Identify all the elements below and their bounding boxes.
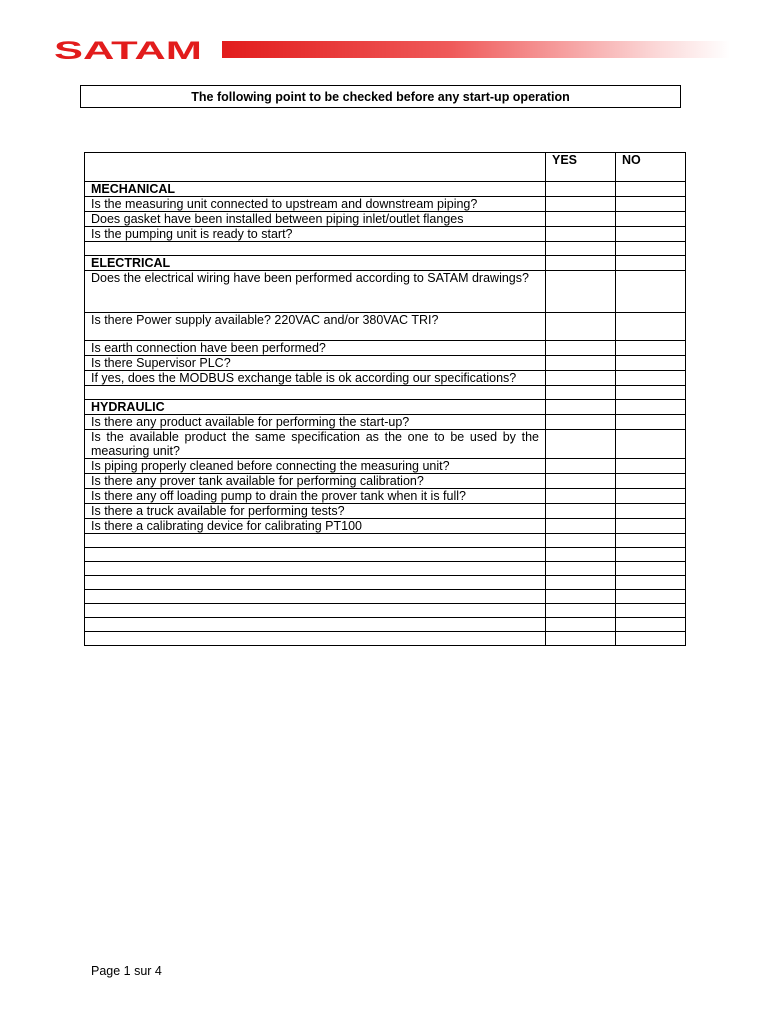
svg-text:SATAM: SATAM bbox=[54, 40, 202, 60]
question-text: Is piping properly cleaned before connecting the measuring unit? bbox=[85, 459, 546, 474]
no-cell[interactable] bbox=[616, 489, 686, 504]
table-row bbox=[85, 212, 686, 227]
no-cell[interactable] bbox=[616, 271, 686, 313]
question-text: If yes, does the MODBUS exchange table is ok according our specifications? bbox=[85, 371, 546, 386]
question-text: Is there any prover tank available for performing calibration? bbox=[85, 474, 546, 489]
question-text: Is there any product available for performing the start-up? bbox=[85, 415, 546, 430]
yes-cell[interactable] bbox=[546, 534, 616, 548]
no-cell[interactable] bbox=[616, 212, 686, 227]
question-text: Is earth connection have been performed? bbox=[85, 341, 546, 356]
yes-cell[interactable] bbox=[546, 632, 616, 646]
no-cell[interactable] bbox=[616, 590, 686, 604]
table-row bbox=[85, 197, 686, 212]
yes-cell[interactable] bbox=[546, 590, 616, 604]
yes-cell[interactable] bbox=[546, 313, 616, 341]
no-cell[interactable] bbox=[616, 459, 686, 474]
section-heading-hydraulic: HYDRAULIC bbox=[85, 400, 546, 415]
no-cell[interactable] bbox=[616, 604, 686, 618]
yes-cell[interactable] bbox=[546, 618, 616, 632]
blank-row bbox=[85, 590, 686, 604]
brand-gradient-bar bbox=[222, 41, 730, 58]
yes-cell[interactable] bbox=[546, 212, 616, 227]
no-cell[interactable] bbox=[616, 386, 686, 400]
no-cell[interactable] bbox=[616, 504, 686, 519]
no-cell[interactable] bbox=[616, 341, 686, 356]
yes-cell[interactable] bbox=[546, 576, 616, 590]
table-row bbox=[85, 430, 686, 459]
no-cell[interactable] bbox=[616, 256, 686, 271]
question-text: Is the measuring unit connected to upstream and downstream piping? bbox=[85, 197, 546, 212]
blank-row bbox=[85, 618, 686, 632]
blank-row bbox=[85, 632, 686, 646]
checklist-table bbox=[84, 152, 686, 646]
no-cell[interactable] bbox=[616, 632, 686, 646]
no-cell[interactable] bbox=[616, 400, 686, 415]
no-cell[interactable] bbox=[616, 576, 686, 590]
table-row bbox=[85, 371, 686, 386]
blank-row bbox=[85, 562, 686, 576]
yes-cell[interactable] bbox=[546, 430, 616, 459]
no-cell[interactable] bbox=[616, 242, 686, 256]
yes-cell[interactable] bbox=[546, 386, 616, 400]
no-cell[interactable] bbox=[616, 356, 686, 371]
no-cell[interactable] bbox=[616, 182, 686, 197]
yes-cell[interactable] bbox=[546, 341, 616, 356]
blank-row bbox=[85, 242, 686, 256]
yes-cell[interactable] bbox=[546, 227, 616, 242]
table-row bbox=[85, 459, 686, 474]
table-row bbox=[85, 356, 686, 371]
no-cell[interactable] bbox=[616, 562, 686, 576]
yes-cell[interactable] bbox=[546, 356, 616, 371]
question-text: Is there Supervisor PLC? bbox=[85, 356, 546, 371]
question-text: Is there a truck available for performing tests? bbox=[85, 504, 546, 519]
blank-row bbox=[85, 386, 686, 400]
yes-cell[interactable] bbox=[546, 604, 616, 618]
blank-row bbox=[85, 604, 686, 618]
no-cell[interactable] bbox=[616, 313, 686, 341]
satam-logo bbox=[54, 40, 204, 60]
yes-cell[interactable] bbox=[546, 459, 616, 474]
page-number: Page 1 sur 4 bbox=[91, 964, 162, 978]
table-row bbox=[85, 271, 686, 313]
yes-cell[interactable] bbox=[546, 371, 616, 386]
question-text: Is there Power supply available? 220VAC and/or 380VAC TRI? bbox=[85, 313, 546, 341]
question-text: Does the electrical wiring have been performed according to SATAM drawings? bbox=[85, 271, 546, 313]
no-cell[interactable] bbox=[616, 430, 686, 459]
section-row bbox=[85, 182, 686, 197]
yes-cell[interactable] bbox=[546, 271, 616, 313]
column-header-question bbox=[85, 153, 546, 182]
table-row bbox=[85, 313, 686, 341]
no-cell[interactable] bbox=[616, 534, 686, 548]
yes-cell[interactable] bbox=[546, 548, 616, 562]
yes-cell[interactable] bbox=[546, 256, 616, 271]
table-row bbox=[85, 504, 686, 519]
no-cell[interactable] bbox=[616, 474, 686, 489]
question-text: Is the pumping unit is ready to start? bbox=[85, 227, 546, 242]
no-cell[interactable] bbox=[616, 548, 686, 562]
no-cell[interactable] bbox=[616, 519, 686, 534]
question-text: Is the available product the same specification as the one to be used by the measuring unit? bbox=[85, 430, 546, 459]
no-cell[interactable] bbox=[616, 618, 686, 632]
blank-row bbox=[85, 548, 686, 562]
yes-cell[interactable] bbox=[546, 400, 616, 415]
yes-cell[interactable] bbox=[546, 474, 616, 489]
no-cell[interactable] bbox=[616, 227, 686, 242]
yes-cell[interactable] bbox=[546, 519, 616, 534]
yes-cell[interactable] bbox=[546, 182, 616, 197]
table-row bbox=[85, 227, 686, 242]
question-text: Does gasket have been installed between piping inlet/outlet flanges bbox=[85, 212, 546, 227]
question-text: Is there any off loading pump to drain the prover tank when it is full? bbox=[85, 489, 546, 504]
yes-cell[interactable] bbox=[546, 489, 616, 504]
table-row bbox=[85, 474, 686, 489]
column-header-yes: YES bbox=[546, 153, 616, 182]
question-text: Is there a calibrating device for calibrating PT100 bbox=[85, 519, 546, 534]
yes-cell[interactable] bbox=[546, 562, 616, 576]
table-row bbox=[85, 341, 686, 356]
yes-cell[interactable] bbox=[546, 197, 616, 212]
yes-cell[interactable] bbox=[546, 242, 616, 256]
no-cell[interactable] bbox=[616, 197, 686, 212]
section-heading-electrical: ELECTRICAL bbox=[85, 256, 546, 271]
blank-row bbox=[85, 534, 686, 548]
yes-cell[interactable] bbox=[546, 415, 616, 430]
table-row bbox=[85, 415, 686, 430]
section-row bbox=[85, 400, 686, 415]
blank-row bbox=[85, 576, 686, 590]
table-row bbox=[85, 519, 686, 534]
column-header-no: NO bbox=[616, 153, 686, 182]
table-row bbox=[85, 489, 686, 504]
yes-cell[interactable] bbox=[546, 504, 616, 519]
table-header-row bbox=[85, 153, 686, 182]
no-cell[interactable] bbox=[616, 371, 686, 386]
checklist-title: The following point to be checked before any start-up operation bbox=[80, 85, 681, 108]
no-cell[interactable] bbox=[616, 415, 686, 430]
section-heading-mechanical: MECHANICAL bbox=[85, 182, 546, 197]
section-row bbox=[85, 256, 686, 271]
